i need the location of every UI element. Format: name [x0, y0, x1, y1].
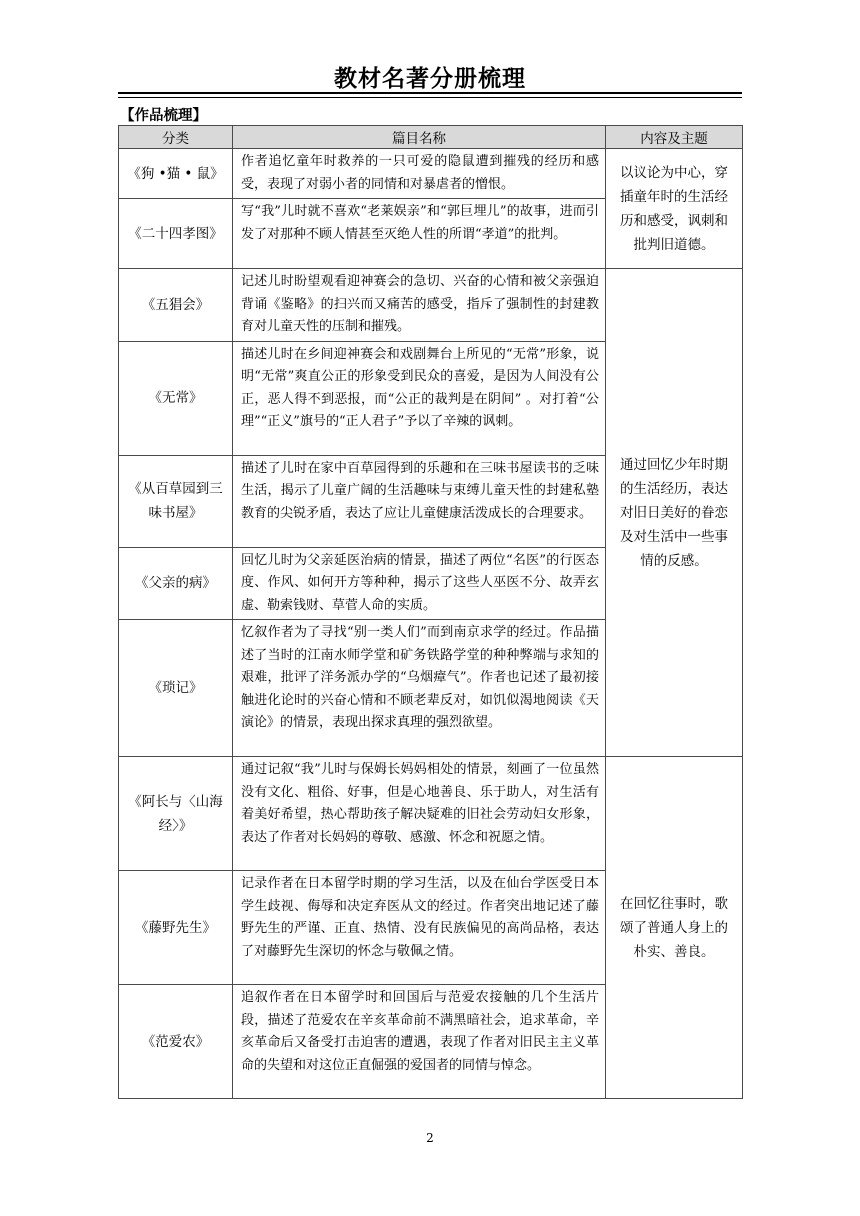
table-row: [119, 269, 743, 342]
header-theme: 内容及主题: [606, 126, 743, 149]
theme-cell: 以议论为中心，穿插童年时的生活经历和感受，讽刺和批判旧道德。: [606, 149, 743, 269]
work-title: 《琐记》: [119, 620, 233, 757]
work-description: 描述儿时在乡间迎神赛会和戏剧舞台上所见的“无常”形象，说明“无常”爽直公正的形象受到民众的喜爱，是因为人间没有公正，恶人得不到恶报，而“公正的裁判是在阴间” 。对打着“公理”“正义”旗号的“正人君子”予以了辛辣的讽刺。: [233, 341, 606, 455]
table-header-row: [119, 126, 743, 149]
work-description: 作者追忆童年时救养的一只可爱的隐鼠遭到摧残的经历和感受，表现了对弱小者的同情和对暴虐者的憎恨。: [233, 149, 606, 199]
title-rule-thick: [118, 92, 742, 94]
work-title: 《父亲的病》: [119, 547, 233, 620]
work-description: 记录作者在日本留学时期的学习生活，以及在仙台学医受日本学生歧视、侮辱和决定弃医从文的经过。作者突出地记述了藤野先生的严谨、正直、热情、没有民族偏见的高尚品格，表达了对藤野先生深切的怀念与敬佩之情。: [233, 871, 606, 985]
title-rule-thin: [118, 97, 742, 98]
works-table: [118, 125, 743, 1099]
header-category: 分类: [119, 126, 233, 149]
page-number: 2: [426, 1131, 434, 1145]
work-title: 《二十四孝图》: [119, 199, 233, 269]
page-title: 教材名著分册梳理: [334, 66, 526, 92]
work-title: 《范爱农》: [119, 985, 233, 1099]
theme-cell: 通过回忆少年时期的生活经历，表达对旧日美好的眷恋及对生活中一些事情的反感。: [606, 269, 743, 757]
section-heading: 【作品梳理】: [120, 108, 207, 124]
work-description: 追叙作者在日本留学时和回国后与范爱农接触的几个生活片段，描述了范爱农在辛亥革命前不满黑暗社会，追求革命，辛亥革命后又备受打击迫害的遭遇，表现了作者对旧民主主义革命的失望和对这位正直倔强的爱国者的同情与悼念。: [233, 985, 606, 1099]
work-description: 回忆儿时为父亲延医治病的情景，描述了两位“名医”的行医态度、作风、如何开方等种种，揭示了这些人巫医不分、故弄玄虚、勒索钱财、草菅人命的实质。: [233, 547, 606, 620]
work-description: 描述了儿时在家中百草园得到的乐趣和在三味书屋读书的乏味生活，揭示了儿童广阔的生活趣味与束缚儿童天性的封建私塾教育的尖锐矛盾，表达了应让儿童健康活泼成长的合理要求。: [233, 455, 606, 547]
work-title: 《从百草园到三味书屋》: [119, 455, 233, 547]
work-description: 写“我”儿时就不喜欢“老莱娱亲”和“郭巨埋儿”的故事，进而引发了对那种不顾人情甚至灭绝人性的所谓“孝道”的批判。: [233, 199, 606, 269]
work-title: 《无常》: [119, 341, 233, 455]
work-description: 记述儿时盼望观看迎神赛会的急切、兴奋的心情和被父亲强迫背诵《鉴略》的扫兴而又痛苦的感受，指斥了强制性的封建教育对儿童天性的压制和摧残。: [233, 269, 606, 342]
header-title: 篇目名称: [233, 126, 606, 149]
work-title: 《阿长与〈山海经〉》: [119, 757, 233, 871]
work-description: 忆叙作者为了寻找“别一类人们”而到南京求学的经过。作品描述了当时的江南水师学堂和矿务铁路学堂的种种弊端与求知的艰难，批评了洋务派办学的“乌烟瘴气”。作者也记述了最初接触进化论时的兴奋心情和不顾老辈反对，如饥似渴地阅读《天演论》的情景，表现出探求真理的强烈欲望。: [233, 620, 606, 757]
table-row: [119, 757, 743, 871]
theme-cell: 在回忆往事时，歌颂了普通人身上的朴实、善良。: [606, 757, 743, 1099]
work-title: 《藤野先生》: [119, 871, 233, 985]
work-title: 《狗 •猫 • 鼠》: [119, 149, 233, 199]
work-description: 通过记叙“我”儿时与保姆长妈妈相处的情景，刻画了一位虽然没有文化、粗俗、好事，但是心地善良、乐于助人，对生活有着美好希望，热心帮助孩子解决疑难的旧社会劳动妇女形象，表达了作者对长妈妈的尊敬、感激、怀念和祝愿之情。: [233, 757, 606, 871]
table-row: [119, 149, 743, 199]
work-title: 《五猖会》: [119, 269, 233, 342]
